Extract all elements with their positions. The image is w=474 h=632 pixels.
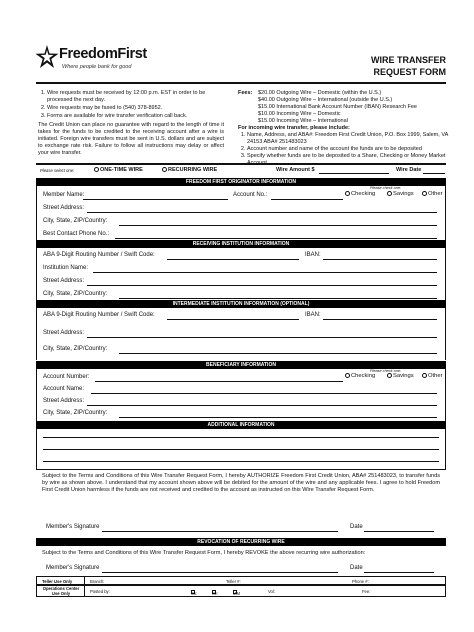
wire-type-row (36, 166, 448, 177)
incoming-item: 3. Specify whether funds are to be deposited to a Share, Checking or Money Market (247, 153, 448, 167)
aba-label: ABA 9-Digit Routing Number / Swift Code: (43, 252, 155, 258)
fees-label: Fees: (238, 90, 253, 96)
fee-line: $15.00 Incoming Wire – International (258, 118, 348, 124)
additional-section (36, 429, 446, 469)
teller-row (36, 576, 446, 585)
account-no-label: Account No.: (233, 192, 268, 198)
other-option[interactable]: Other (422, 191, 443, 197)
date-field[interactable] (364, 531, 434, 532)
beneficiary-section (36, 369, 446, 421)
title-line-2: REQUEST FORM (373, 67, 446, 77)
street-field[interactable] (87, 405, 437, 406)
signature-field[interactable] (102, 572, 338, 573)
branch-label[interactable]: Branch: (90, 579, 105, 584)
fee-line: $15.00 International Bank Account Number (IBAN) Research Fee (258, 104, 417, 110)
street-label: Street Address: (43, 205, 85, 211)
teller-number-label[interactable]: Teller #: (226, 579, 241, 584)
recurring-radio[interactable] (162, 167, 167, 172)
city-label: City, State, ZIP/Country: (43, 218, 108, 224)
revocation-heading: REVOCATION OF RECURRING WIRE (36, 538, 446, 546)
one-time-option[interactable]: ONE-TIME WIRE (94, 167, 143, 173)
phone-label: Best Contact Phone No.: (43, 231, 110, 237)
fee-line: $10.00 Incoming Wire – Domestic (258, 111, 341, 117)
account-name-label: Account Name: (43, 386, 85, 392)
iban-field[interactable] (323, 259, 437, 260)
disclaimer: The Credit Union can place no guarantee with regard to the length of time it takes for the funds to be credited to the receiving account after a wire is initiated. Foreign wire transfers must be sent in U.S. dollars and are subject to exchange rate risk. Failure to follow all instructions may delay or affect your wire transfer. (38, 122, 224, 156)
street-field[interactable] (87, 337, 437, 338)
teller-use-label: Teller Use Only (42, 579, 73, 584)
account-no-field[interactable] (271, 199, 343, 200)
date-label: Date (350, 524, 363, 530)
check-hint: Please check one: (370, 186, 402, 190)
account-number-label: Account Number: (43, 374, 90, 380)
city-field[interactable] (119, 298, 437, 299)
incoming-heading: For incoming wire transfer, please include: (238, 125, 350, 131)
street-field[interactable] (87, 285, 437, 286)
receiving-section (36, 248, 446, 300)
check-hint: Please check one: (370, 369, 402, 373)
iban-field[interactable] (323, 319, 437, 320)
header-rule (36, 82, 446, 84)
revocation-text: Subject to the Terms and Conditions of this Wire Transfer Request Form, I hereby REVOKE the above recurring wire authorization: (42, 550, 366, 556)
city-field[interactable] (119, 225, 437, 226)
other-radio[interactable] (422, 373, 427, 378)
date-field[interactable] (364, 572, 434, 573)
form-title (306, 54, 446, 78)
fee-line: $40.00 Outgoing Wire – International (outside the U.S.) (258, 97, 393, 103)
instruction-item: 3. Forms are available for wire transfer verification call back. (47, 113, 224, 120)
city-label: City, State, ZIP/Country: (43, 410, 108, 416)
receiving-heading: RECEIVING INSTITUTION INFORMATION (36, 240, 446, 248)
savings-option[interactable]: Savings (387, 191, 414, 197)
street-label: Street Address: (43, 330, 85, 336)
wire-amount-field[interactable] (319, 173, 389, 174)
logo (34, 44, 184, 78)
phone-number-label[interactable]: Phone #: (352, 579, 369, 584)
city-label: City, State, ZIP/Country: (43, 291, 108, 297)
vol-label[interactable]: Vol: (268, 589, 275, 594)
intermediate-heading: INTERMEDIATE INSTITUTION INFORMATION (OPTIONAL) (36, 300, 446, 308)
aba-field[interactable] (167, 259, 299, 260)
other-option[interactable]: Other (422, 373, 443, 379)
additional-heading: ADDITIONAL INFORMATION (36, 421, 446, 429)
city-label: City, State, ZIP/Country: (43, 346, 108, 352)
account-number-field[interactable] (95, 381, 343, 382)
other-radio[interactable] (422, 191, 427, 196)
instructions (38, 90, 224, 157)
iban-label: IBAN: (305, 252, 321, 258)
institution-name-label: Institution Name: (43, 265, 89, 271)
one-time-radio[interactable] (94, 167, 99, 172)
ck-option[interactable]: Ck: (191, 591, 198, 596)
divider (36, 469, 446, 470)
additional-line[interactable] (43, 449, 439, 450)
signature-field[interactable] (102, 531, 338, 532)
recurring-option[interactable]: RECURRING WIRE (162, 167, 217, 173)
aba-field[interactable] (167, 319, 299, 320)
originator-heading: FREEDOM FIRST ORIGINATOR INFORMATION (36, 178, 446, 186)
logo-tagline: Where people bank for good (62, 64, 132, 70)
incoming-item: 1. Name, Address, and ABA#: Freedom First Credit Union, P.O. Box 1999, Salem, VA 24153 ABA# 251483023 (247, 132, 448, 146)
checking-option[interactable]: Checking (345, 373, 375, 379)
city-field[interactable] (119, 417, 437, 418)
instruction-item: 2. Wire requests may be faxed to (540) 378-8952. (47, 105, 224, 112)
originator-section (36, 186, 446, 240)
fee-label[interactable]: Fee: (362, 589, 371, 594)
street-label: Street Address: (43, 278, 85, 284)
wire-date-field[interactable] (423, 173, 445, 174)
wire-date-label: Wire Date (396, 167, 422, 173)
account-name-field[interactable] (91, 393, 437, 394)
select-prompt: Please select one: (40, 168, 75, 173)
intermediate-section (36, 308, 446, 360)
city-field[interactable] (119, 353, 437, 354)
phone-field[interactable] (115, 238, 437, 239)
savings-radio[interactable] (387, 373, 392, 378)
member-name-field[interactable] (83, 199, 228, 200)
street-label: Street Address: (43, 398, 85, 404)
incoming-item: 2. Account number and name of the account the funds are to be deposited (247, 146, 448, 153)
fees-block (238, 90, 448, 167)
operations-use-label: Operations Center Use Only (42, 586, 80, 596)
savings-option[interactable]: Savings (387, 373, 414, 379)
date-label: Date (350, 565, 363, 571)
operations-row (36, 585, 446, 597)
fee-line: $20.00 Outgoing Wire – Domestic (within the U.S.) (258, 90, 382, 96)
checking-radio[interactable] (345, 191, 350, 196)
mm-option[interactable]: MM (233, 591, 240, 596)
signature-label: Member's Signature (46, 565, 100, 571)
checking-option[interactable]: Checking (345, 191, 375, 197)
wire-amount-label: Wire Amount $ (276, 167, 315, 173)
beneficiary-heading: BENEFICIARY INFORMATION (36, 361, 446, 369)
aba-label: ABA 9-Digit Routing Number / Swift Code: (43, 312, 155, 318)
signature-label: Member's Signature (46, 524, 100, 530)
instruction-item: 1. Wire requests must be received by 12:00 p.m. EST in order to be processed the next day. (47, 90, 224, 104)
authorization-text: Subject to the Terms and Conditions of this Wire Transfer Request Form, I hereby AUTHORIZE Freedom First Credit Union, ABA# 251483023, to transfer funds by wire as shown above. I understand that my account shown above will be debited for the amount of the wire and any applicable fees. I agree to hold Freedom First Credit Union harmless if the funds are not received and credited to the account as instructed on this Wire Transfer Request Form. (42, 473, 440, 494)
savings-radio[interactable] (387, 191, 392, 196)
title-line-1: WIRE TRANSFER (371, 55, 446, 65)
additional-line[interactable] (43, 461, 439, 462)
sv-option[interactable]: Sv: (212, 591, 219, 596)
logo-name: FreedomFirst (59, 46, 147, 62)
posted-by-label[interactable]: Posted by: (90, 589, 110, 594)
star-logo-icon (34, 44, 60, 70)
street-field[interactable] (87, 212, 437, 213)
institution-name-field[interactable] (93, 272, 437, 273)
divider (36, 163, 446, 165)
iban-label: IBAN: (305, 312, 321, 318)
additional-line[interactable] (43, 437, 439, 438)
checking-radio[interactable] (345, 373, 350, 378)
member-name-label: Member Name: (43, 192, 85, 198)
